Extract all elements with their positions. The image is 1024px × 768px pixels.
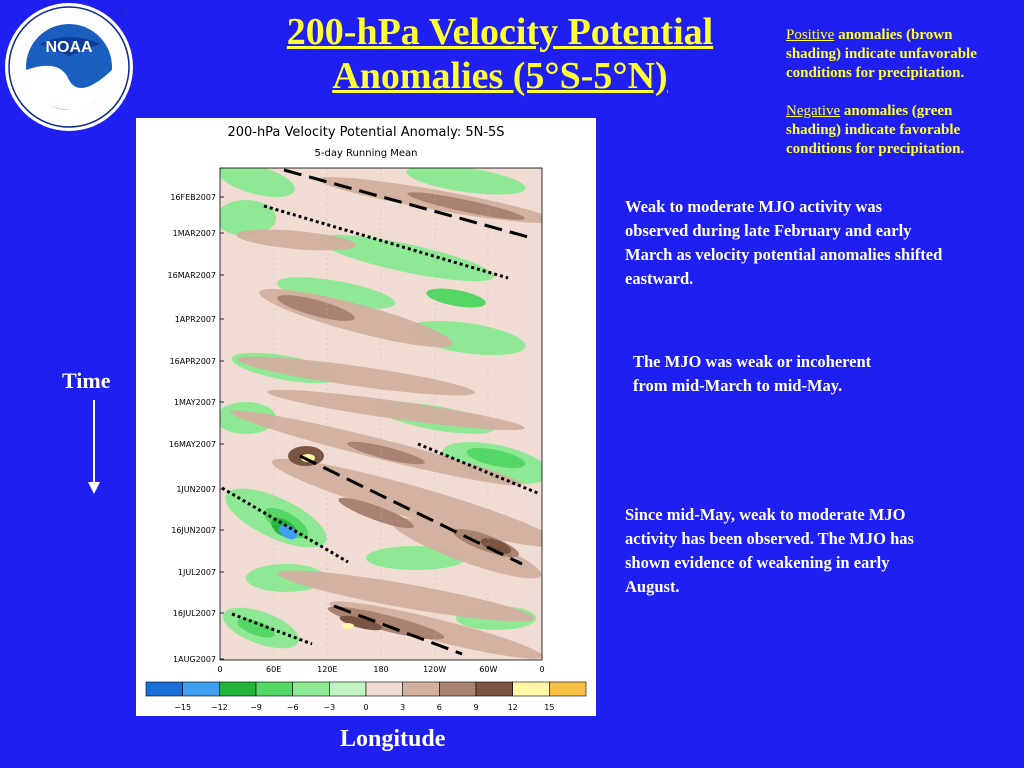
colorbar-swatch	[513, 682, 550, 696]
plot-subtitle: 5-day Running Mean	[314, 148, 418, 159]
hovmoller-plot	[136, 118, 596, 716]
down-arrow-icon	[84, 400, 104, 496]
mjo-note-may-aug: Since mid-May, weak to moderate MJO activity has been observed. The MJO has shown evidence of weakening in early August.	[625, 505, 914, 596]
y-tick-label: 1MAY2007	[173, 398, 216, 407]
positive-note-text: anomalies (brown shading) indicate unfavorable conditions for precipitation.	[786, 27, 977, 81]
slide-title-line1: 200-hPa Velocity Potential	[286, 11, 714, 53]
colorbar-swatch	[329, 682, 366, 696]
x-tick-label: 0	[217, 665, 223, 674]
y-tick-label: 16MAY2007	[168, 440, 216, 449]
positive-anomaly-note	[786, 26, 1011, 83]
y-axis-ticks	[168, 193, 224, 664]
colorbar-label: 12	[507, 703, 518, 712]
colorbar-swatch	[183, 682, 220, 696]
x-tick-label: 0	[539, 665, 545, 674]
x-tick-label: 120E	[317, 665, 338, 674]
colorbar-label: 6	[436, 703, 442, 712]
colorbar-swatch	[256, 682, 293, 696]
colorbar-swatch	[146, 682, 183, 696]
y-tick-label: 1APR2007	[174, 315, 216, 324]
negative-keyword: Negative	[786, 103, 841, 119]
colorbar-label: 15	[544, 703, 555, 712]
x-tick-label: 60W	[479, 665, 498, 674]
colorbar-label: 0	[363, 703, 369, 712]
time-axis-label: Time	[62, 368, 111, 393]
x-axis-ticks	[217, 665, 544, 674]
colorbar-label: −9	[250, 703, 262, 712]
slide-title	[200, 10, 800, 98]
y-tick-label: 16MAR2007	[167, 271, 216, 280]
y-tick-label: 16APR2007	[169, 357, 216, 366]
colorbar-label: −12	[210, 703, 228, 712]
mjo-note-mar-may: The MJO was weak or incoherent from mid-March to mid-May.	[633, 352, 872, 395]
colorbar-swatch	[476, 682, 513, 696]
positive-keyword: Positive	[786, 27, 835, 43]
y-tick-label: 16JUL2007	[172, 609, 216, 618]
colorbar-swatch	[403, 682, 440, 696]
colorbar-label: 9	[473, 703, 479, 712]
y-tick-label: 16JUN2007	[171, 526, 216, 535]
noaa-logo	[0, 0, 138, 134]
negative-note-text: anomalies (green shading) indicate favorable conditions for precipitation.	[786, 103, 965, 157]
y-tick-label: 1JUL2007	[177, 568, 216, 577]
svg-text:®: ®	[119, 7, 126, 17]
mjo-note-feb-mar: Weak to moderate MJO activity was observed during late February and early March as velocity potential anomalies shifted eastward.	[625, 197, 943, 288]
colorbar-label: −15	[174, 703, 192, 712]
colorbar	[146, 682, 586, 712]
longitude-axis-label: Longitude	[340, 726, 446, 752]
y-tick-label: 16FEB2007	[170, 193, 216, 202]
colorbar-swatch	[439, 682, 476, 696]
colorbar-swatch	[219, 682, 256, 696]
y-tick-label: 1MAR2007	[172, 229, 216, 238]
x-tick-label: 120W	[423, 665, 447, 674]
x-tick-label: 180	[373, 665, 389, 674]
plot-title: 200-hPa Velocity Potential Anomaly: 5N-5S	[227, 125, 505, 140]
y-tick-label: 1AUG2007	[173, 655, 216, 664]
y-tick-label: 1JUN2007	[176, 485, 216, 494]
noaa-logo-text: NOAA	[45, 39, 93, 56]
colorbar-label: −3	[323, 703, 336, 712]
colorbar-label: 3	[400, 703, 406, 712]
colorbar-label: −6	[286, 703, 299, 712]
colorbar-swatch	[293, 682, 330, 696]
slide-title-line2: Anomalies (5°S-5°N)	[332, 55, 668, 97]
x-tick-label: 60E	[266, 665, 282, 674]
negative-anomaly-note	[786, 102, 1011, 159]
colorbar-swatch	[366, 682, 403, 696]
colorbar-swatch	[549, 682, 586, 696]
